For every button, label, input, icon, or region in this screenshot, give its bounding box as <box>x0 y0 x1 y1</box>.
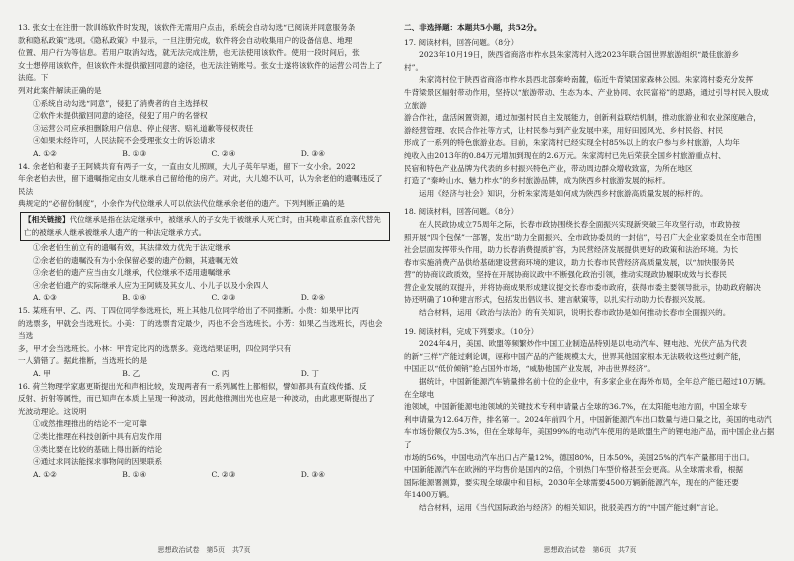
q16-stem-line: 反射、折射等属性，而已知声在本质上呈现一种波动，因此他推测出光也应是一种波动，由此惠更斯提出了 <box>18 394 375 404</box>
related-link-text: 代位继承是指在法定继承中，被继承人的子女先于被继承人死亡时，由其晚辈直系血亲代替先亡的被继承人继承被继承人遗产的一种法定继承方式。 <box>24 214 381 237</box>
q18-material-line: 在人民政协成立75周年之际，长春市政协围绕长春全面振兴实现新突破三年攻坚行动，市政协按 <box>419 219 741 229</box>
q17-material-line: 牛背梁景区辐射带动作用，坚持以“旅游带动、生态为本、产业协同、农民富裕”的思路，通过引导村民入股成立旅游 <box>404 87 769 110</box>
choice-d: D. 丁 <box>300 369 319 379</box>
q14-option: ②余老伯的遗嘱没有为小余保留必要的遗产份额，其遗嘱无效 <box>33 255 239 265</box>
q17-material-line: 纯收入由2013年的0.84万元增加到现在的2.6万元。朱家湾村已先后荣获全国乡村旅游重点村、 <box>404 150 726 160</box>
q13-choices <box>18 148 390 161</box>
related-link-label: 【相关链接】 <box>24 214 70 224</box>
q14-stem-line: 14. 余老伯和妻子王阿姨共育有两子一女，一直由女儿照顾，大儿子英年早逝，留下一女小余。2022 <box>18 161 356 171</box>
q18-material-line: 营”的协商议政质效，坚持在开展协商议政中不断强化政治引领，推动实现政协履职成效与长春民 <box>404 270 727 280</box>
q19-material-line: 市场的56%，中国电动汽车出口占产量12%，德国80%，日本50%，美国25%的汽车产量都用于出口。 <box>404 452 755 462</box>
q17-material-line: 打造了“秦岭山水、魅力柞水”的乡村旅游品牌，成为陕西乡村旅游发展的标杆。 <box>404 176 670 186</box>
q14-choices <box>18 292 390 305</box>
q16-choices <box>18 469 390 482</box>
q19-material-line: 池领域，中国新能源电池领域的关键技术专利申请量占全球的36.7%，在太阳能电池方面，中国全球专 <box>404 402 748 412</box>
q18-material-line: 营企业发展的双提升，并将协商成果形成建议提交长春市委市政府，获得市委主要领导批示，协助政府解决 <box>404 282 761 292</box>
q17-material-line: 朱家湾村位于陕西省商洛市柞水县西北部秦岭南麓，临近牛背梁国家森林公园。朱家湾村委充分发挥 <box>419 75 754 85</box>
q17-task: 运用《经济与社会》知识，分析朱家湾是如何成为陕西乡村旅游高质量发展的标杆的。 <box>419 188 708 198</box>
q16-option: ①或然推理推出的结论不一定可靠 <box>33 419 147 429</box>
q18-task: 结合材料，运用《政治与法治》的有关知识，说明长春市政协是如何推动长春市全面振兴的。 <box>419 308 731 318</box>
q14-stem-line: 年余老伯去世，留下遗嘱指定由女儿继承自己留给他的房产。对此，大儿媳不认可，认为余老伯的遗嘱违反了民法 <box>18 174 383 196</box>
q19-material-line: 利申请量为12.64万件，排名第一。2024年前四个月，中国新能源汽车出口数量与进口量之比，美国的电动汽 <box>404 414 772 424</box>
choice-c: C. ②③ <box>211 469 236 479</box>
page-6 <box>404 22 776 548</box>
q13-option: ④如果未经许可，人民法院不会受理张女士的诉讼请求 <box>33 136 216 146</box>
q19-task: 结合材料，运用《当代国际政治与经济》的相关知识，批驳美西方的“中国产能过剩”言论。 <box>419 502 723 512</box>
q19-material-line: 据统计，中国新能源汽车销量排名前十位的企业中，有多家企业在海外布局，全年总产能已超过10万辆。在全球电 <box>404 377 771 399</box>
choice-d: D. ③④ <box>300 148 326 158</box>
question-13 <box>18 22 390 161</box>
q15-stem-line: 一人猜错了。据此推断，当选班长的是 <box>18 356 148 366</box>
q19-material-line: 中国新能源汽车在欧洲的平均售价是国内的2倍，个别热门车型价格甚至会更高。从全球需求看，根据 <box>404 465 743 475</box>
q19-material-line: 2024年4月，美国、欧盟等频繁炒作中国工业制造品特别是以电动汽车、锂电池、光伏产品为代表 <box>419 339 747 349</box>
question-14 <box>18 161 390 306</box>
q16-option: ②类比推理在科技创新中具有启发作用 <box>33 432 163 441</box>
choice-b: B. ①④ <box>122 293 147 303</box>
question-17 <box>404 37 776 201</box>
q17-material-line: 2023年10月19日，陕西省商洛市柞水县朱家湾村入选2023年联合国世界旅游组织“最佳旅游乡 <box>419 50 740 60</box>
q16-option: ④通过求同法能探求事物间的因果联系 <box>33 457 163 467</box>
q15-stem-line: 多，甲才会当选班长。小林：甲肯定比丙的选票多。竞选结果证明，四位同学只有 <box>18 343 292 353</box>
q19-material-line: 国际能源署测算，要实现全球碳中和目标，2030年全球需要4500万辆新能源汽车，现在的产能还要 <box>404 477 739 487</box>
question-16 <box>18 381 390 482</box>
q19-heading: 19. 阅读材料，完成下列要求。（10分） <box>404 326 539 336</box>
q18-material-line: 协还明确了10种建言形式，包括发出倡议书、建言献策等，以扎实行动助力长春振兴发展。 <box>404 295 710 305</box>
q17-material-line: 形成了一系列的特色旅游业态。目前，朱家湾村已经实现全村85%以上的农户参与乡村旅游，人均年 <box>404 138 740 148</box>
q18-heading: 18. 阅读材料，回答问题。（8分） <box>404 207 519 217</box>
q17-material-line: 游经营管理、农民合作社等方式，让村民参与到产业发展中来，用好田园风光、乡村民俗、村民 <box>404 125 723 135</box>
q16-option: ③类比要在比较的基础上得出新的结论 <box>33 444 163 454</box>
q17-material-line: 民宿和特色产业品牌为代表的乡村振兴特色产业，带动周边群众增收致富，为所在地区 <box>404 163 693 173</box>
q13-option: ③运营公司应承担删除用户信息、停止侵害、赔礼道歉等侵权责任 <box>33 123 254 133</box>
q13-stem-line: 位置、用户行为等信息。若用户取消勾选，就无法完成注册，也无法使用该软件。使用一段时间后，张 <box>18 48 360 58</box>
q19-material-line: 中国正以“低价倾销”抢占国外市场，“威胁他国产业发展，冲击世界经济”。 <box>404 364 655 374</box>
choice-d: D. ②④ <box>300 293 326 303</box>
q14-option: ③余老伯的遗产应当由女儿继承，代位继承不适用遗嘱继承 <box>33 268 231 278</box>
choice-b: B. ①④ <box>122 469 147 479</box>
q15-stem-line: 15. 某班有甲、乙、丙、丁四位同学参选班长，班上其他几位同学给出了不同推断。小贵：如果甲比丙 <box>18 306 360 316</box>
choice-c: C. ②③ <box>211 293 236 303</box>
page-footer-right: 思想政治试卷 第6页 共7页 <box>543 546 637 554</box>
related-link-box <box>20 212 390 241</box>
page-5 <box>18 22 390 548</box>
q13-option: ①系统自动勾选“同意”，侵犯了消费者的自主选择权 <box>33 98 208 108</box>
question-15 <box>18 305 390 381</box>
q13-option: ②软件未提供撤回同意的途径，侵犯了用户的名誉权 <box>33 111 208 121</box>
choice-a: A. ①② <box>33 469 57 479</box>
choice-a: A. ①③ <box>33 293 57 303</box>
q19-material-line: 年1400万辆。 <box>404 490 454 500</box>
choice-a: A. ①② <box>33 148 57 158</box>
q19-material-line: 的新“三样”产能过剩论调，诬称中国产品的产能规模太大，世界其他国家根本无法吸收这些过剩产能， <box>404 351 746 361</box>
q13-stem-line: 款和隐私政策”选项。《隐私政策》中显示，一旦注册完成，软件将会自动收集用户的设备信息、地理 <box>18 35 353 45</box>
page-footer-left: 思想政治试卷 第5页 共7页 <box>157 546 251 554</box>
q18-material-line: 春市实施消费产品供给基础建设营商环境的建议，助力长春市民营经济高质量发展，以“加快服务民 <box>404 257 735 267</box>
q14-stem-line: 典规定的“必留份制度”，小余作为代位继承人可以依法代位继承余老伯的遗产。下列判断正确的是 <box>18 199 345 209</box>
q18-material-line: 照开展“四个包保”一部署，发出“助力全面振兴、全市政协委员的一封信”，号召广大企业家委员在全市范围 <box>404 232 762 242</box>
q16-stem-line: 16. 荷兰物理学家惠更斯提出光和声相比较，发现两者有一系列属性上都相似，譬如都具有直线传播、反 <box>18 381 367 391</box>
q15-choices <box>18 368 390 381</box>
choice-d: D. ③④ <box>300 469 326 479</box>
q17-material-line: 游合作社，盘活闲置资源，通过加强村民自主发展能力，创新利益联结机制，推动旅游业和农业深度融合， <box>404 113 761 123</box>
question-19 <box>404 326 776 515</box>
choice-c: C. 丙 <box>211 369 230 379</box>
section-title: 二、非选择题：本题共5小题，共52分。 <box>404 23 542 32</box>
q13-stem-line: 列对此案件解读正确的是 <box>18 85 102 95</box>
choice-a: A. 甲 <box>33 369 51 379</box>
q13-stem-line: 女士想停用该软件，但该软件未提供撤回同意的途径，也无法注销账号。张女士遂将该软件的运营公司告上了法庭。下 <box>18 60 383 83</box>
q19-material-line: 车市场份额仅为5.3%，但在全球每年，美国99%的电动汽车使用的是欧盟生产的锂电池产品，而中国企业占据了 <box>404 427 775 449</box>
q16-stem-line: 光波动理论。这说明 <box>18 406 87 416</box>
q15-stem-line: 的选票多，甲就会当选班长。小美：丁的选票肯定最少，丙也不会当选班长。小芳：如果乙当选班长，丙也会当选 <box>18 318 383 341</box>
q18-material-line: 社会层面发挥带头作用，助力长春消费提质扩容，为民营经济发展提供更好的政策和法治环境。为长 <box>404 245 739 255</box>
q14-option: ④余老伯遗产的实际继承人应为王阿姨及其女儿、小儿子以及小余四人 <box>33 280 269 290</box>
q13-stem-line: 13. 张女士在注册一款训练软件时发现，该软件无需用户点击，系统会自动勾选“已阅读并同意服务条 <box>18 23 356 32</box>
q14-option: ①余老伯生前立有的遗嘱有效，其法律效力优先于法定继承 <box>33 243 231 253</box>
q17-heading: 17. 阅读材料，回答问题。（8分） <box>404 37 519 47</box>
choice-b: B. 乙 <box>122 369 141 379</box>
choice-b: B. ①③ <box>122 148 147 158</box>
choice-c: C. ②④ <box>211 148 236 158</box>
q17-material-line: 村”。 <box>404 62 424 72</box>
question-18 <box>404 206 776 319</box>
